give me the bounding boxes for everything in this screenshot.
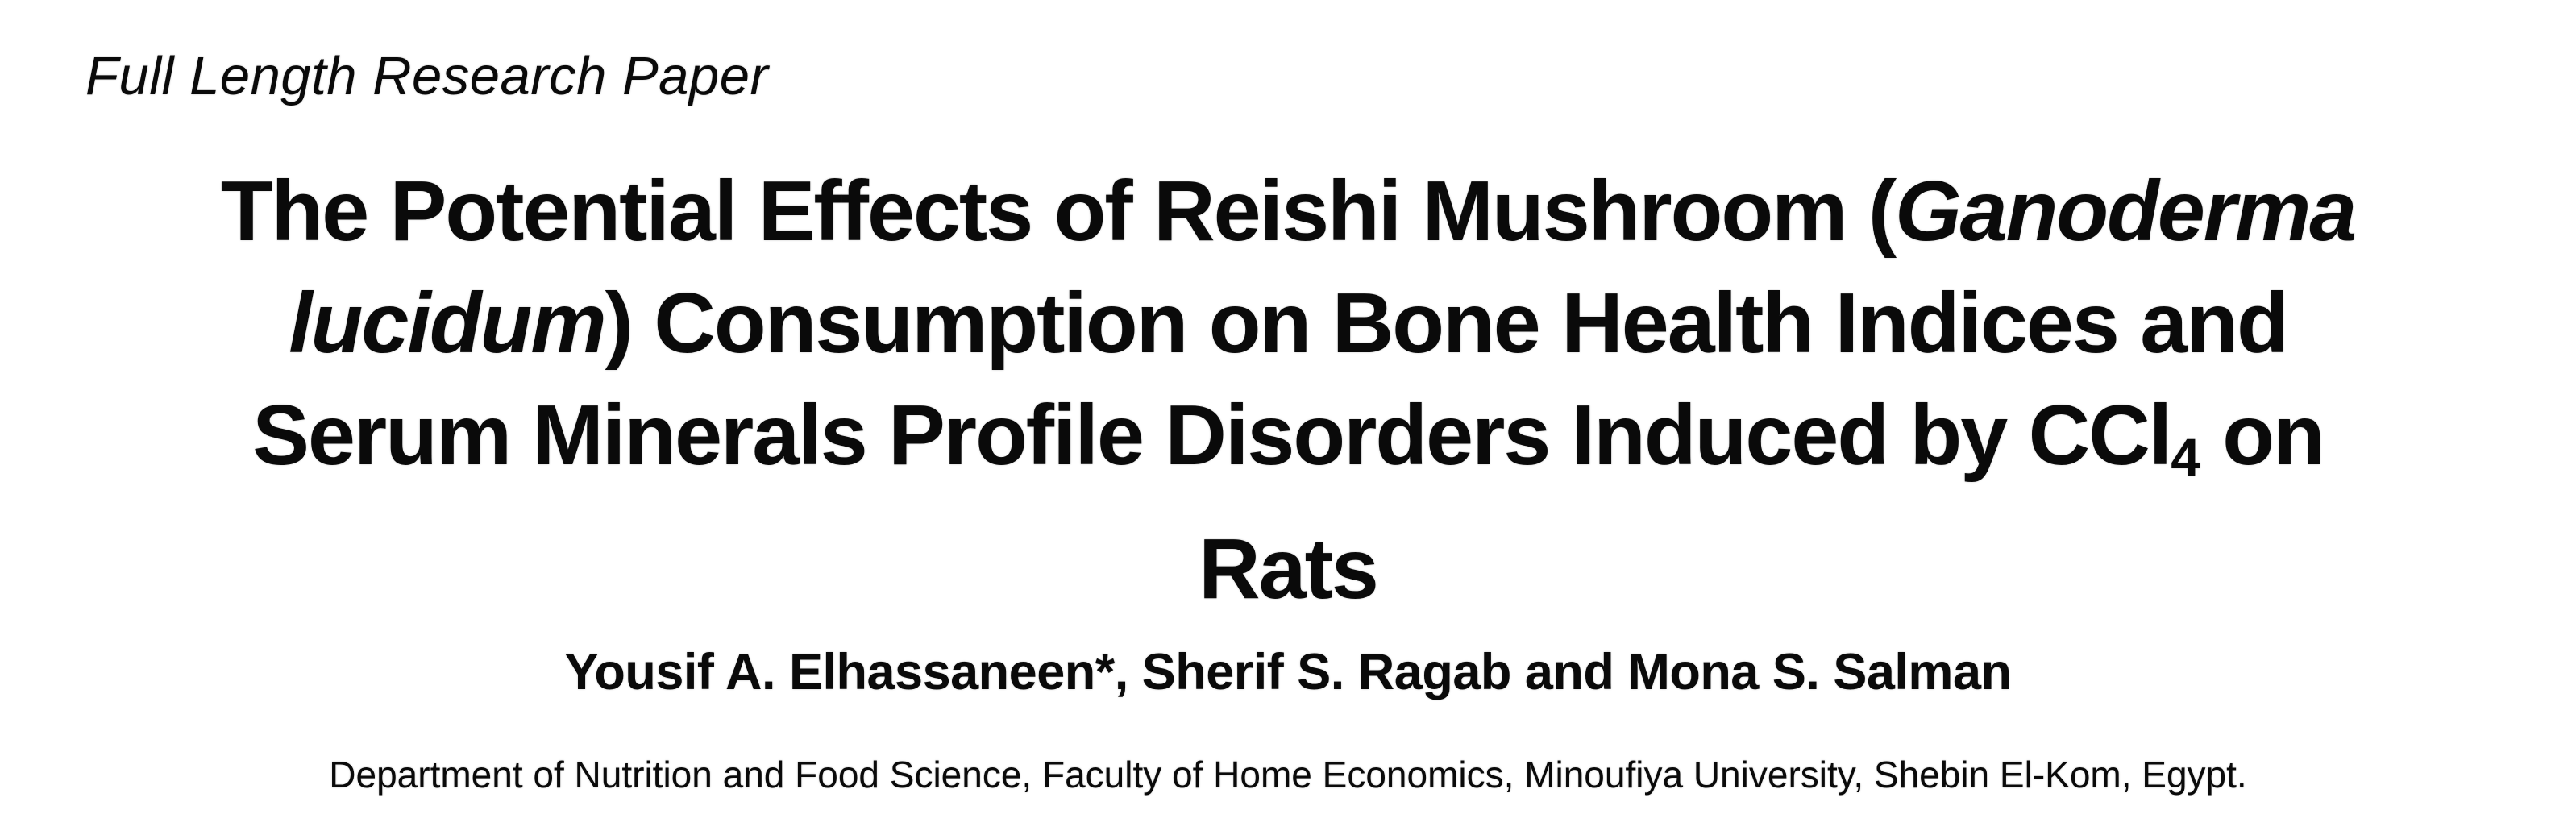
title-segment: on (2200, 388, 2324, 483)
title-segment: Rats (1199, 521, 1377, 617)
title-segment: Ganoderma (1895, 164, 2356, 259)
title-segment: 4 (2171, 428, 2200, 488)
authors-line: Yousif A. Elhassaneen*, Sherif S. Ragab and Mona S. Salman (564, 644, 2012, 700)
title-segment: Serum Minerals Profile Disorders Induced by CCl (252, 388, 2171, 483)
title-segment: ) Consumption on Bone Health Indices and (605, 276, 2287, 371)
title-segment: lucidum (289, 276, 605, 371)
affiliation-line: Department of Nutrition and Food Science, Faculty of Home Economics, Minoufiya University, Shebin El-Kom, Egypt. (329, 754, 2247, 796)
article-type-label: Full Length Research Paper (85, 46, 769, 106)
title-segment: The Potential Effects of Reishi Mushroom ( (220, 164, 1896, 259)
paper-title (48, 156, 2528, 625)
